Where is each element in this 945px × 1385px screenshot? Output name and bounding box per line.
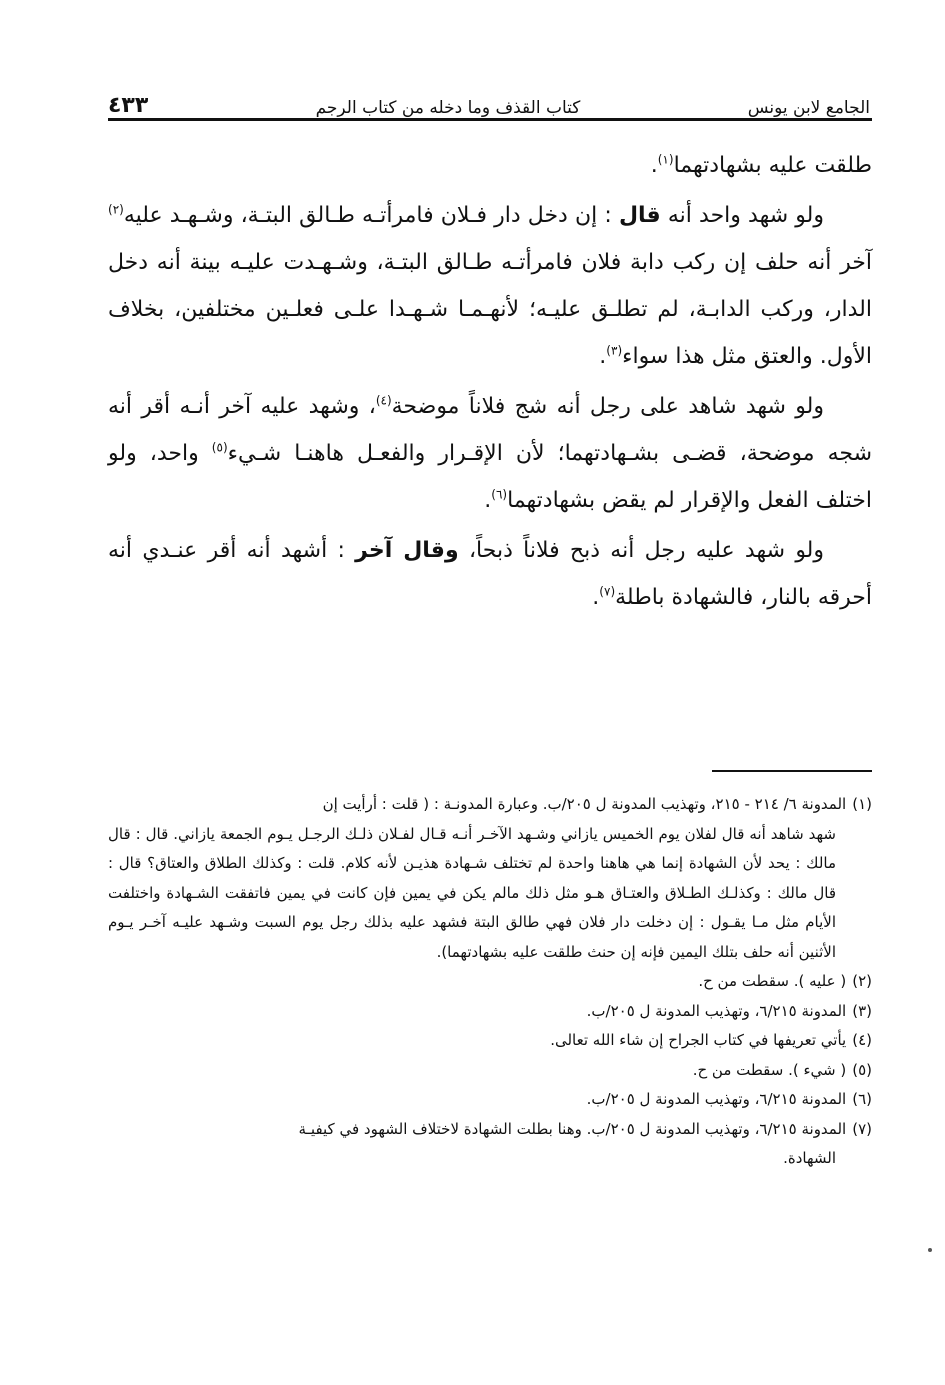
- footnote-number: (٣): [852, 1001, 872, 1020]
- footnote: [108, 997, 872, 1027]
- footnote: [108, 1026, 872, 1056]
- paragraph: [108, 527, 872, 621]
- scan-speck: [928, 1248, 932, 1252]
- footnote-text: ( شيء ). سقطت من ح.: [692, 1060, 847, 1079]
- footnote-number: (٦): [852, 1090, 872, 1108]
- main-text: [108, 142, 872, 624]
- footnote-continuation: شهد شاهد أنه قال لفلان يوم الخميس يازاني وشـهد الآخـر أنـه قـال لفـلان ذلـك الرجـل يـوم الجمعة يازاني. قال : قال مالك : يحد لأن الشهادة إنما هي هاهنا واحدة لم تختلف شـهادة هذيـن لأنه كلام. قلت : وكذلك الطلاق والعتاق؟ قال : قال مالك : وكذلـك الطـلاق والعتـاق هـو مثل ذلك مالم يكن في يمين فإن كانت في يمين فاتفقت الشـهادة واختلفت الأيام مثل مـا يقـول : إن دخلت دار فلان فهي طالق البتة فشهد عليه بذلك رجل يوم السبت وشـهد عليـه آخـر يـوم الأثنين أنه حلف بتلك اليمين فإنه إن حنث طلقت عليه بشهادتهما).: [108, 824, 836, 961]
- footnote: [108, 790, 872, 820]
- punctuation: .: [650, 153, 658, 178]
- paragraph-text: واحد، ولو اختلف الفعل والإقرار لم يقض بشهادتهما: [108, 441, 872, 513]
- footnote-number: (٤): [852, 1031, 872, 1049]
- paragraph-text: : إن دخل دار فـلان فامرأتـه طـالق البتـة، وشـهـد عليه: [123, 203, 612, 228]
- footnote-ref: (٥): [211, 440, 228, 455]
- footnote-text: يأتي تعريفها في كتاب الجراح إن شاء الله تعالى.: [550, 1031, 847, 1049]
- footnote-continuation: الشهادة.: [783, 1149, 836, 1167]
- footnote-number: (١): [852, 795, 872, 813]
- punctuation: .: [592, 585, 600, 610]
- page-number: ٤٣٣: [108, 93, 149, 118]
- footnote-text: المدونة ٦/٢١٥، وتهذيب المدونة ل ٢٠٥/ب.: [586, 1001, 847, 1020]
- footnote-text: المدونة ٦/ ٢١٤ - ٢١٥، وتهذيب المدونة ل ٢٠٥/ب. وعبارة المدونـة : ( قلت : أرأيت إن: [322, 795, 847, 813]
- footnote-ref: (٤): [375, 393, 392, 408]
- footnote-number: (٧): [852, 1119, 872, 1138]
- book-title: الجامع لابن يونس: [747, 98, 870, 118]
- footnote-ref: (٢): [108, 202, 124, 217]
- footnote-text: ( عليه ). سقطت من ح.: [698, 972, 847, 990]
- footnote: [108, 1056, 872, 1086]
- paragraph-text: ولو شهد واحد أنه: [667, 203, 824, 228]
- paragraph-text: ولو شهد شاهد على رجل أنه شج فلاناً موضحة: [391, 394, 824, 419]
- paragraph-continuation: [108, 142, 872, 189]
- footnotes: [108, 790, 872, 1174]
- paragraph-text: آخر أنه حلف إن ركب دابة فلان فامرأتـه طـالق البتـة، وشـهـدت عليـه بينة أنه دخل الدار، وركب الدابـة، لم تطلـق عليـه؛ لأنهـمـا شـهـدا علـى فعلـين مختلفين، بخلاف الأول. والعتق مثل هذا سواء: [108, 250, 872, 369]
- footnote-ref: (٣): [606, 343, 623, 358]
- footnote-text: المدونة ٦/٢١٥، وتهذيب المدونة ل ٢٠٥/ب.: [586, 1090, 847, 1108]
- footnote: [108, 967, 872, 997]
- punctuation: .: [484, 488, 492, 513]
- chapter-title: كتاب القذف وما دخله من كتاب الرجم: [315, 98, 581, 118]
- paragraph-text: : أشهد أنه أقر عنـدي أنه أحرقه بالنار، فالشهادة باطلة: [108, 538, 872, 610]
- paragraph-text: طلقت عليه بشهادتهما: [673, 153, 872, 178]
- footnote-ref: (٦): [491, 487, 508, 502]
- paragraph: [108, 383, 872, 524]
- footnote: [108, 1085, 872, 1115]
- bold-term: وقال آخر: [355, 538, 459, 563]
- footnote: [108, 1115, 872, 1145]
- footnote-number: (٥): [852, 1060, 872, 1079]
- header-rule: [108, 118, 872, 121]
- paragraph-text: ، وشهد عليه آخر أنـه أقر أنه شجه موضحة، قضـى بشـهادتهما؛ لأن الإقـرار والفعـل هاهنـا شـيء: [108, 394, 873, 466]
- footnote-text: المدونة ٦/٢١٥، وتهذيب المدونة ل ٢٠٥/ب. وهنا بطلت الشهادة لاختلاف الشهود في كيفيـة: [298, 1119, 847, 1138]
- punctuation: .: [599, 344, 607, 369]
- footnote-separator: [712, 770, 872, 772]
- footnote-number: (٢): [852, 972, 872, 990]
- running-header: [108, 84, 870, 118]
- footnote-ref: (٧): [599, 584, 616, 599]
- paragraph: [108, 192, 872, 380]
- footnote-ref: (١): [657, 152, 674, 167]
- paragraph-text: ولو شهد عليه رجل أنه ذبح فلاناً ذبحاً،: [468, 538, 825, 563]
- bold-term: قال: [618, 203, 661, 228]
